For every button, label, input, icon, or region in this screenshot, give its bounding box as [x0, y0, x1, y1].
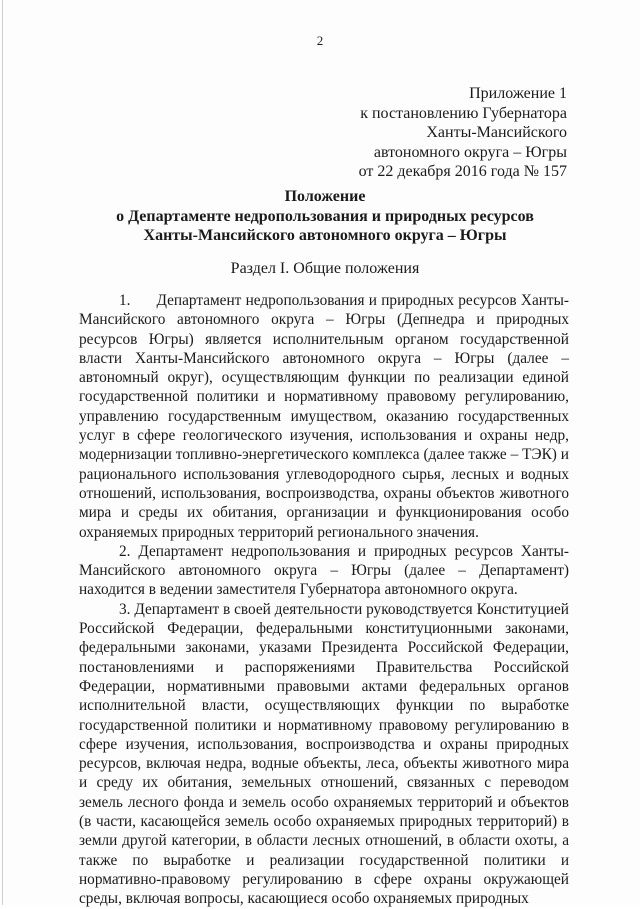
appendix-line: Ханты-Мансийского — [426, 124, 567, 141]
appendix-block — [359, 84, 567, 182]
scan-edge-line — [2, 0, 3, 905]
paragraph-number: 1. — [119, 292, 131, 309]
page-number: 2 — [316, 33, 324, 48]
paragraph-1 — [79, 291, 569, 542]
appendix-line: автономного округа – Югры — [373, 143, 567, 161]
title-line: о Департаменте недропользования и природных ресурсов — [116, 207, 534, 225]
appendix-line: от 22 декабря 2016 года № 157 — [358, 163, 567, 180]
appendix-line: к постановлению Губернатора — [360, 104, 567, 122]
paragraph-2: 2. Департамент недропользования и природных ресурсов Ханты-Мансийского автономного округа – Югры (далее – Департамент) находится в ведении заместителя Губернатора автономного округа. — [79, 542, 569, 599]
paragraph-text: Департамент недропользования и природных ресурсов Ханты-Мансийского автономного округа – Югры (Депнедра и природных ресурсов Югры) является исполнительным органом государственной власти Ханты-Мансийского автономного округа – Югры (далее – автономный округ), осуществляющим функции по реализации единой государственной политики и нормативному правовому регулированию, управлению государственным имуществом, оказанию государственных услуг в сфере геологического изучения, использования и охраны недр, модернизации топливно-энергетического комплекса (далее также – ТЭК) и рационального использования углеводородного сырья, лесных и водных отношений, использования, воспроизводства, охраны объектов животного мира и среды их обитания, организации и функционирования особо охраняемых природных территорий регионального значения. — [79, 292, 569, 541]
title-line: Ханты-Мансийского автономного округа – Югры — [143, 227, 507, 244]
paragraph-3: 3. Департамент в своей деятельности руководствуется Конституцией Российской Федерации, федеральными конституционными законами, федеральными законами, указами Президента Российской Федерации, постановлениями и распоряжениями Правительства Российской Федерации, нормативными правовыми актами федеральных органов исполнительной власти, осуществляющих функции по выработке государственной политики и нормативному правовому регулированию в сфере изучения, использования, воспроизводства и охраны природных ресурсов, включая недра, водные объекты, леса, объекты животного мира и среду их обитания, земельных отношений, связанных с переводом земель лесного фонда и земель особо охраняемых территорий и объектов (в части, касающейся земель особо охраняемых природных территорий) в земли другой категории, в области лесных отношений, в области охоты, а также по выработке и реализации государственной политики и нормативно-правовому регулированию в сфере охраны окружающей среды, включая вопросы, касающиеся особо охраняемых природных — [79, 600, 569, 908]
section-heading: Раздел I. Общие положения — [230, 260, 420, 277]
document-title — [60, 187, 590, 246]
title-line: Положение — [284, 188, 366, 205]
appendix-line: Приложение 1 — [469, 85, 567, 102]
document-body — [79, 291, 569, 909]
